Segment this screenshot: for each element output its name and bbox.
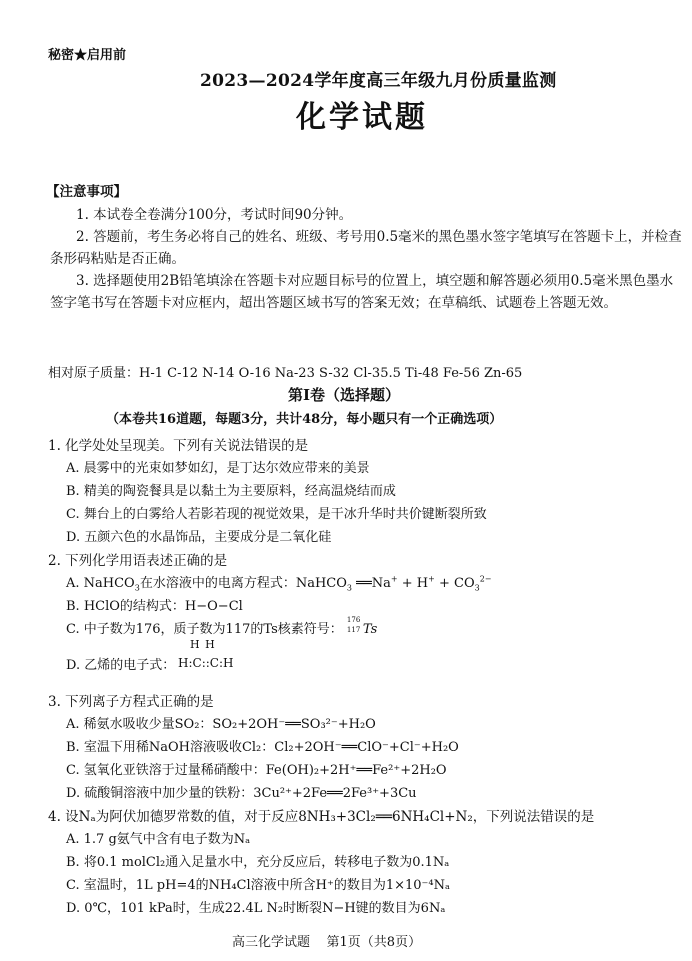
page-title: 化学试题 xyxy=(296,100,428,135)
notice-heading: 【注意事项】 xyxy=(46,184,127,200)
question-3-option-b: B. 室温下用稀NaOH溶液吸收Cl₂：Cl₂+2OH⁻══ClO⁻+Cl⁻+H₂O xyxy=(66,740,459,755)
question-3-option-a: A. 稀氨水吸收少量SO₂：SO₂+2OH⁻══SO₃²⁻+H₂O xyxy=(66,717,376,732)
question-2-option-b: B. HClO的结构式：H−O−Cl xyxy=(66,599,243,614)
ethylene-top-hydrogens: H H xyxy=(190,638,216,651)
question-3-option-d: D. 硫酸铜溶液中加少量的铁粉：3Cu²⁺+2Fe══2Fe³⁺+3Cu xyxy=(66,786,417,801)
question-3-stem: 3. 下列离子方程式正确的是 xyxy=(48,694,214,710)
notice-item-3: 3. 选择题使用2B铅笔填涂在答题卡对应题目标号的位置上，填空题和解答题必须用0.5毫米黑色墨水签字笔书写在答题卡对应框内，超出答题区域书写的答案无效；在草稿纸、试题卷上答题无效。 xyxy=(50,273,674,311)
question-4-option-c: C. 室温时，1L pH=4的NH₄Cl溶液中所含H⁺的数目为1×10⁻⁴Nₐ xyxy=(66,878,451,893)
question-2-stem: 2. 下列化学用语表述正确的是 xyxy=(48,553,228,569)
question-1-option-a: A. 晨雾中的光束如梦如幻，是丁达尔效应带来的美景 xyxy=(66,461,370,476)
notice-item-2: 2. 答题前，考生务必将自己的姓名、班级、考号用0.5毫米的黑色墨水签字笔填写在答题卡上，并检查条形码粘贴是否正确。 xyxy=(50,229,682,267)
question-4-option-d: D. 0℃，101 kPa时，生成22.4L N₂时断裂N−H键的数目为6Nₐ xyxy=(66,901,446,916)
section-title: 第Ⅰ卷（选择题） xyxy=(288,386,401,404)
question-1-option-d: D. 五颜六色的水晶饰品，主要成分是二氧化硅 xyxy=(66,530,332,545)
section-note: （本卷共16道题，每题3分，共计48分，每小题只有一个正确选项） xyxy=(106,412,503,427)
question-1-stem: 1. 化学处处呈现美。下列有关说法错误的是 xyxy=(48,438,309,454)
confidential-mark: 秘密★启用前 xyxy=(48,48,127,63)
nuclide-atomic-number: 117 xyxy=(346,626,361,634)
question-2-option-a: A. NaHCO$_3$在水溶液中的电离方程式：NaHCO$_3$ ══Na+ + $H^+ + CO_3^{2-}$ xyxy=(66,574,492,593)
question-4-option-a: A. 1.7 g氨气中含有电子数为Nₐ xyxy=(66,832,251,847)
nuclide-symbol: Ts xyxy=(362,622,378,637)
notice-item-1: 1. 本试卷全卷满分100分，考试时间90分钟。 xyxy=(76,207,353,223)
exam-subtitle: 2023—2024学年度高三年级九月份质量监测 xyxy=(200,71,557,91)
question-2-option-c: C. 中子数为176，质子数为117的Ts核素符号： 176 117 Ts xyxy=(66,616,378,637)
question-4-option-b: B. 将0.1 molCl₂通入足量水中，充分反应后，转移电子数为0.1Nₐ xyxy=(66,855,450,870)
question-1-option-c: C. 舞台上的白雾给人若影若现的视觉效果，是干冰升华时共价键断裂所致 xyxy=(66,507,487,522)
atomic-mass-list: 相对原子质量：H-1 C-12 N-14 O-16 Na-23 S-32 Cl-35.5 Ti-48 Fe-56 Zn-65 xyxy=(48,366,523,381)
question-4-stem: 4. 设Nₐ为阿伏加德罗常数的值，对于反应8NH₃+3Cl₂══6NH₄Cl+N₂，下列说法错误的是 xyxy=(48,809,595,825)
ethylene-main-line: H:C::C:H xyxy=(178,656,234,670)
question-1-option-b: B. 精美的陶瓷餐具是以黏土为主要原料，经高温烧结而成 xyxy=(66,484,396,499)
page-footer: 高三化学试题 第1页（共8页） xyxy=(232,935,422,950)
question-3-option-c: C. 氢氧化亚铁溶于过量稀硝酸中：Fe(OH)₂+2H⁺══Fe²⁺+2H₂O xyxy=(66,763,447,778)
question-2-option-d: D. 乙烯的电子式： xyxy=(66,658,176,673)
nuclide-mass-number: 176 xyxy=(346,616,361,624)
